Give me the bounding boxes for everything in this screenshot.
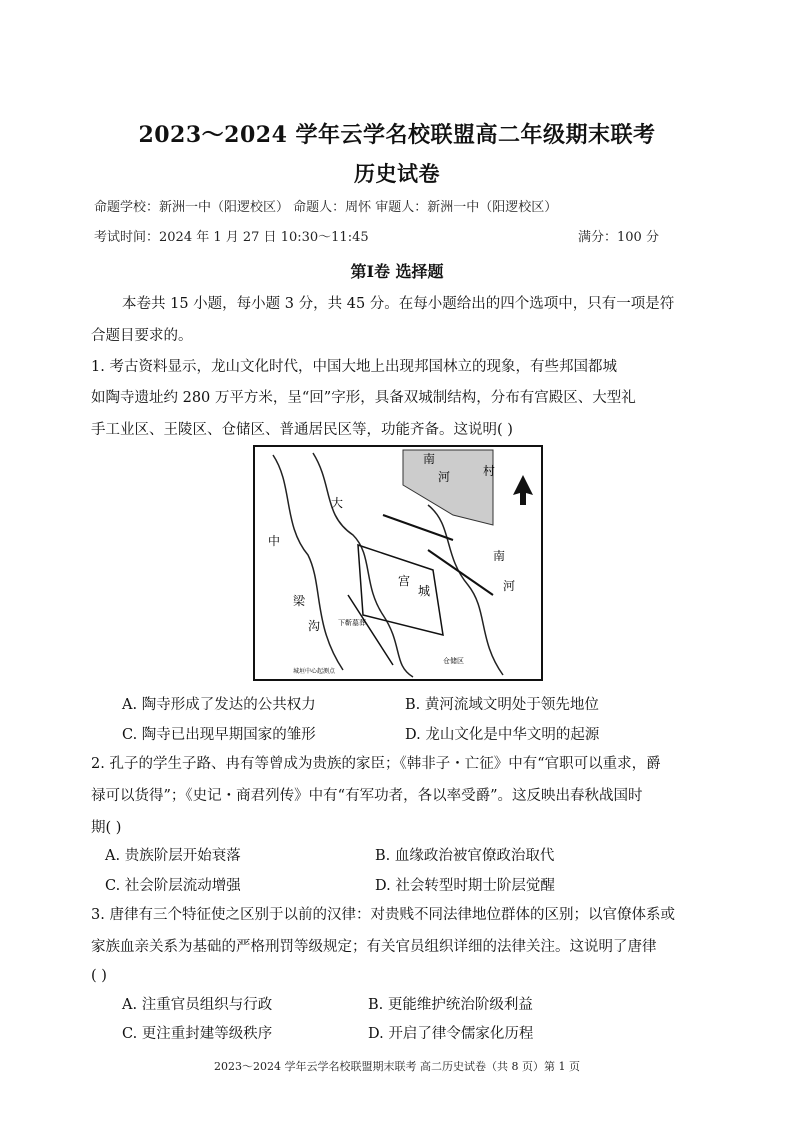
q1-stem-line3: 手工业区、王陵区、仓储区、普通居民区等，功能齐备。这说明( ) xyxy=(91,422,513,438)
q3-stem-line2: 家族血亲关系为基础的严格刑罚等级规定；有关官员组织详细的法律关注。这说明了唐律 xyxy=(91,939,657,955)
exam-subtitle: 历史试卷 xyxy=(354,161,440,186)
q1-option-b[interactable]: B. 黄河流域文明处于领先地位 xyxy=(405,697,599,713)
map-label: 中 xyxy=(268,534,281,548)
exam-score: 满分：100 分 xyxy=(578,230,659,245)
q3-option-c[interactable]: C. 更注重封建等级秩序 xyxy=(122,1026,273,1042)
map-label: 村 xyxy=(483,464,496,478)
q2-option-d[interactable]: D. 社会转型时期士阶层觉醒 xyxy=(375,878,555,894)
q2-stem-line1: 2. 孔子的学生子路、冉有等曾成为贵族的家臣；《韩非子・亡征》中有“官职可以重求，爵 xyxy=(91,756,661,772)
q2-stem-line2: 禄可以货得”；《史记・商君列传》中有“有军功者，各以率受爵”。这反映出春秋战国时 xyxy=(91,788,643,804)
exam-title: 2023～2024 学年云学名校联盟高二年级期末联考 xyxy=(138,122,656,148)
q3-option-b[interactable]: B. 更能维护统治阶级利益 xyxy=(368,997,533,1013)
map-label: 南 xyxy=(423,452,436,466)
q1-option-d[interactable]: D. 龙山文化是中华文明的起源 xyxy=(405,727,600,743)
q2-stem-line3: 期( ) xyxy=(91,820,122,836)
map-label: 宫 xyxy=(398,574,411,588)
map-label: 仓储区 xyxy=(443,657,464,665)
map-label: 下靳墓葬 xyxy=(338,619,366,627)
exam-time: 考试时间：2024 年 1 月 27 日 10:30～11:45 xyxy=(94,230,369,245)
section-instruction-cont: 合题目要求的。 xyxy=(91,328,193,344)
map-label: 城垣中心起测点 xyxy=(293,668,336,675)
q2-option-b[interactable]: B. 血缘政治被官僚政治取代 xyxy=(375,848,555,864)
page-footer: 2023～2024 学年云学名校联盟期末联考 高二历史试卷（共 8 页）第 1 页 xyxy=(214,1060,580,1073)
taosi-site-map xyxy=(253,445,543,681)
map-label: 城 xyxy=(418,584,431,598)
map-label: 河 xyxy=(438,470,451,484)
map-label: 沟 xyxy=(308,619,321,633)
q1-option-a[interactable]: A. 陶寺形成了发达的公共权力 xyxy=(122,697,316,713)
exam-meta-line1: 命题学校：新洲一中（阳逻校区） 命题人：周怀 审题人：新洲一中（阳逻校区） xyxy=(94,200,558,215)
q1-stem-line2: 如陶寺遗址约 280 万平方米，呈“回”字形，具备双城制结构，分布有宫殿区、大型礼 xyxy=(91,390,636,406)
q2-option-a[interactable]: A. 贵族阶层开始衰落 xyxy=(105,848,241,864)
map-label: 河 xyxy=(503,579,516,593)
map-label: 南 xyxy=(493,549,506,563)
map-frame xyxy=(254,446,542,680)
q1-option-c[interactable]: C. 陶寺已出现早期国家的雏形 xyxy=(122,727,316,743)
q2-option-c[interactable]: C. 社会阶层流动增强 xyxy=(105,878,241,894)
q3-stem-line3: ( ) xyxy=(91,968,107,984)
q1-stem-line1: 1. 考古资料显示，龙山文化时代，中国大地上出现邦国林立的现象，有些邦国都城 xyxy=(91,359,617,375)
q3-stem-line1: 3. 唐律有三个特征使之区别于以前的汉律：对贵贱不同法律地位群体的区别；以官僚体系或 xyxy=(91,907,675,923)
map-label: 大 xyxy=(331,496,344,510)
section-instruction: 本卷共 15 小题，每小题 3 分，共 45 分。在每小题给出的四个选项中，只有一项是符 xyxy=(122,296,675,312)
q3-option-a[interactable]: A. 注重官员组织与行政 xyxy=(122,997,273,1013)
q3-option-d[interactable]: D. 开启了律令儒家化历程 xyxy=(368,1026,534,1042)
section-title: 第Ⅰ卷 选择题 xyxy=(350,262,444,281)
map-label: 梁 xyxy=(293,594,306,608)
